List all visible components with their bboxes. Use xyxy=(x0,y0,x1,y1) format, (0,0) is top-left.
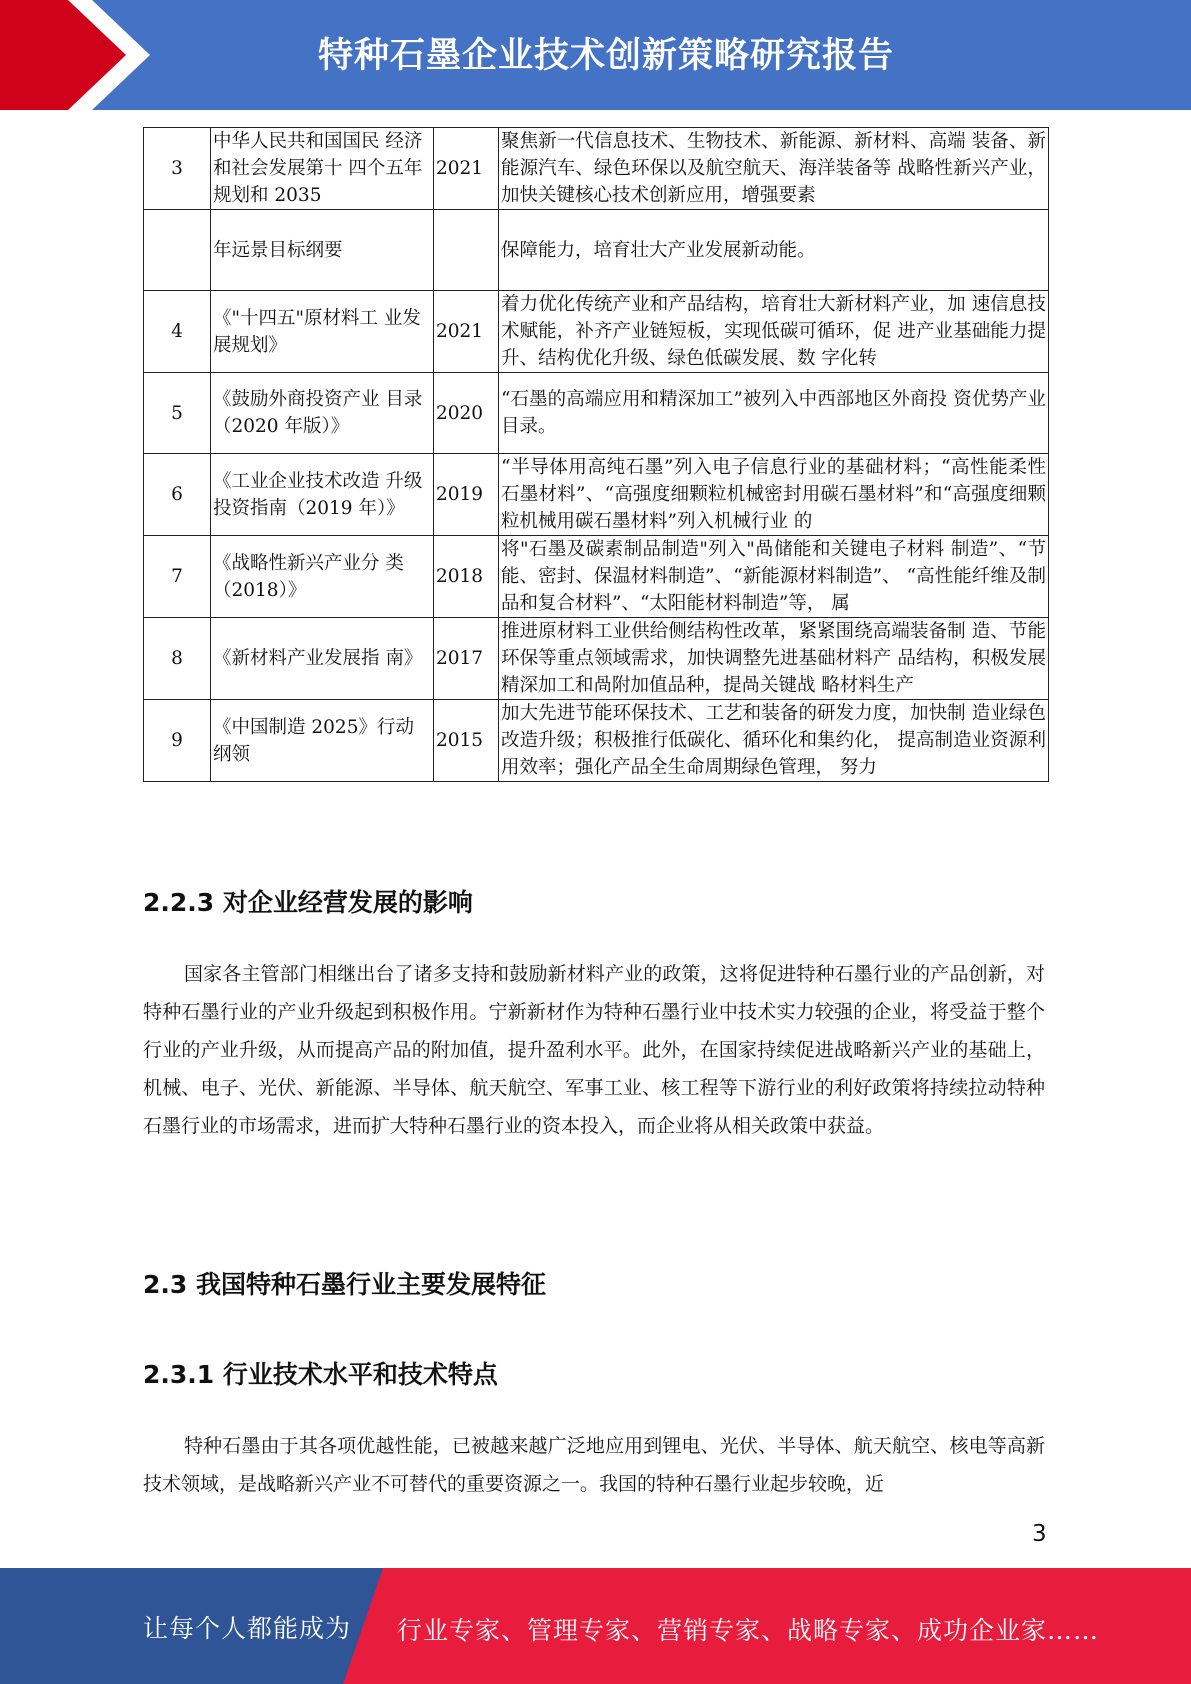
section-2-2-3-paragraph: 国家各主管部门相继出台了诸多支持和鼓励新材料产业的政策，这将促进特种石墨行业的产品创新，对特种石墨行业的产业升级起到积极作用。宁新新材作为特种石墨行业中技术实力较强的企业，将受益于整个行业的产业升级，从而提高产品的附加值，提升盈利水平。此外，在国家持续促进战略新兴产业的基础上，机械、电子、光伏、新能源、半导体、航天航空、军事工业、核工程等下游行业的利好政策将持续拉动特种石墨行业的市场需求，进而扩大特种石墨行业的资本投入，而企业将从相关政策中获益。 xyxy=(143,963,1045,1137)
policy-description: 着力优化传统产业和产品结构，培育壮大新材料产业，加 速信息技术赋能，补齐产业链短板，实现低碳可循环，促 进产业基础能力提升、结构优化升级、绿色低碳发展、数 字化转 xyxy=(499,291,1049,373)
policy-year: 2021 xyxy=(434,128,499,210)
page-footer xyxy=(0,1568,1191,1684)
table-row xyxy=(144,373,1049,454)
policy-description: 加大先进节能环保技术、工艺和装备的研发力度，加快制 造业绿色改造升级；积极推行低碳化、循环化和集约化， 提高制造业资源利用效率；强化产品全生命周期绿色管理， 努力 xyxy=(499,700,1049,782)
table-row xyxy=(144,291,1049,373)
table-row xyxy=(144,454,1049,536)
row-number xyxy=(144,210,211,291)
footer-slogan-left: 让每个人都能成为 xyxy=(143,1614,352,1643)
section-heading-2-3: 2.3 我国特种石墨行业主要发展特征 xyxy=(143,1270,546,1299)
row-number: 9 xyxy=(144,700,211,782)
row-number: 6 xyxy=(144,454,211,536)
report-title: 特种石墨企业技术创新策略研究报告 xyxy=(318,36,895,76)
policy-description: 保障能力，培育壮大产业发展新动能。 xyxy=(499,210,1049,291)
policy-description: “石墨的高端应用和精深加工”被列入中西部地区外商投 资优势产业目录。 xyxy=(499,373,1049,454)
policy-name: 《新材料产业发展指 南》 xyxy=(211,618,434,700)
policy-year: 2021 xyxy=(434,291,499,373)
policy-year: 2018 xyxy=(434,536,499,618)
policy-name: 《"十四五"原材料工 业发展规划》 xyxy=(211,291,434,373)
page-header xyxy=(0,0,1191,110)
row-number: 3 xyxy=(144,128,211,210)
row-number: 4 xyxy=(144,291,211,373)
policy-year: 2019 xyxy=(434,454,499,536)
page-number: 3 xyxy=(1032,1521,1047,1547)
row-number: 5 xyxy=(144,373,211,454)
section-heading-2-2-3: 2.2.3 对企业经营发展的影响 xyxy=(143,888,473,917)
footer-slogan-right: 行业专家、管理专家、营销专家、战略专家、成功企业家…… xyxy=(397,1616,1100,1645)
policy-description: “半导体用高纯石墨”列入电子信息行业的基础材料；“高性能柔性石墨材料”、“高强度细颗粒机械密封用碳石墨材料”和“高强度细颗粒机械用碳石墨材料”列入机械行业 的 xyxy=(499,454,1049,536)
policy-year: 2017 xyxy=(434,618,499,700)
table-row xyxy=(144,700,1049,782)
policy-name: 《战略性新兴产业分 类（2018）》 xyxy=(211,536,434,618)
policy-year xyxy=(434,210,499,291)
row-number: 7 xyxy=(144,536,211,618)
table-row xyxy=(144,536,1049,618)
table-row xyxy=(144,128,1049,210)
policy-name: 年远景目标纲要 xyxy=(211,210,434,291)
row-number: 8 xyxy=(144,618,211,700)
policy-table xyxy=(143,127,1049,782)
section-heading-2-3-1: 2.3.1 行业技术水平和技术特点 xyxy=(143,1360,498,1389)
policy-name: 《鼓励外商投资产业 目录（2020 年版）》 xyxy=(211,373,434,454)
table-row xyxy=(144,618,1049,700)
policy-year: 2015 xyxy=(434,700,499,782)
table-row xyxy=(144,210,1049,291)
policy-name: 《工业企业技术改造 升级投资指南（2019 年）》 xyxy=(211,454,434,536)
policy-description: 推进原材料工业供给侧结构性改革，紧紧围绕高端装备制 造、节能环保等重点领域需求，加快调整先进基础材料产 品结构，积极发展精深加工和咼附加值品种，提咼关键战 略材料生产 xyxy=(499,618,1049,700)
section-2-3-1-paragraph: 特种石墨由于其各项优越性能，已被越来越广泛地应用到锂电、光伏、半导体、航天航空、核电等高新技术领域，是战略新兴产业不可替代的重要资源之一。我国的特种石墨行业起步较晚，近 xyxy=(143,1435,1045,1495)
policy-description: 将"石墨及碳素制品制造"列入"咼储能和关键电子材料 制造”、“节能、密封、保温材料制造”、“新能源材料制造”、 “高性能纤维及制品和复合材料”、“太阳能材料制造”等， 属 xyxy=(499,536,1049,618)
policy-year: 2020 xyxy=(434,373,499,454)
policy-name: 中华人民共和国国民 经济和社会发展第十 四个五年规划和 2035 xyxy=(211,128,434,210)
policy-name: 《中国制造 2025》行动 纲领 xyxy=(211,700,434,782)
policy-description: 聚焦新一代信息技术、生物技术、新能源、新材料、高端 装备、新能源汽车、绿色环保以及航空航天、海洋装备等 战略性新兴产业，加快关键核心技术创新应用，增强要素 xyxy=(499,128,1049,210)
